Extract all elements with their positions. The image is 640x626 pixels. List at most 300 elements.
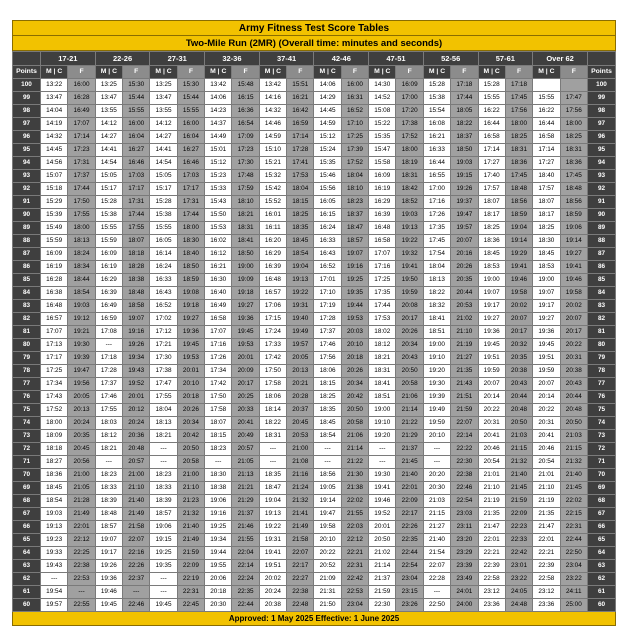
male-time-cell: 17:53: [369, 313, 396, 326]
female-time-cell: 20:26: [451, 261, 478, 274]
female-time-cell: 17:14: [287, 131, 314, 144]
female-time-cell: 18:31: [232, 222, 259, 235]
table-row: [13, 287, 616, 300]
male-time-cell: 18:23: [95, 469, 122, 482]
male-time-cell: 18:00: [41, 417, 68, 430]
male-time-cell: 19:30: [369, 469, 396, 482]
age-group-header: 47-51: [369, 52, 424, 66]
male-time-cell: 14:56: [41, 157, 68, 170]
male-time-cell: 16:33: [150, 274, 177, 287]
female-time-cell: 21:49: [287, 521, 314, 534]
points-cell: 97: [13, 118, 41, 131]
female-time-cell: 19:58: [505, 287, 532, 300]
points-cell: 61: [588, 586, 616, 599]
male-time-cell: 20:31: [533, 417, 560, 430]
female-time-cell: 19:04: [287, 261, 314, 274]
female-time-cell: 17:56: [560, 105, 587, 118]
female-time-cell: 19:22: [396, 235, 423, 248]
female-time-cell: 18:59: [560, 209, 587, 222]
male-time-cell: 17:21: [150, 339, 177, 352]
female-time-cell: 22:38: [451, 469, 478, 482]
male-time-cell: 18:47: [259, 482, 286, 495]
points-cell: 82: [13, 313, 41, 326]
points-cell: 60: [13, 599, 41, 612]
male-time-cell: 17:40: [478, 170, 505, 183]
points-cell: 76: [588, 391, 616, 404]
male-time-cell: 17:27: [533, 157, 560, 170]
male-time-cell: ---: [259, 443, 286, 456]
male-time-cell: 16:22: [533, 105, 560, 118]
age-group-header: 17-21: [41, 52, 96, 66]
points-cell: 64: [13, 547, 41, 560]
female-time-cell: 20:42: [177, 430, 204, 443]
female-time-cell: 19:07: [341, 248, 368, 261]
table-row: [13, 599, 616, 612]
table-row: [13, 118, 616, 131]
female-time-cell: 20:31: [560, 352, 587, 365]
male-time-cell: 15:55: [478, 92, 505, 105]
female-time-cell: 18:48: [123, 287, 150, 300]
points-cell: 78: [588, 365, 616, 378]
male-time-cell: 15:08: [369, 105, 396, 118]
female-time-cell: 17:30: [232, 157, 259, 170]
female-time-cell: 21:14: [396, 404, 423, 417]
male-time-cell: 20:38: [259, 599, 286, 612]
male-time-cell: 15:35: [314, 157, 341, 170]
male-time-cell: 16:19: [41, 261, 68, 274]
female-time-cell: 22:42: [505, 547, 532, 560]
score-table: [12, 51, 616, 612]
female-time-cell: 16:52: [341, 105, 368, 118]
male-time-cell: 14:12: [95, 118, 122, 131]
female-time-cell: 17:28: [287, 144, 314, 157]
male-time-cell: 23:36: [478, 599, 505, 612]
female-time-cell: 16:36: [232, 105, 259, 118]
female-time-cell: 22:35: [232, 586, 259, 599]
male-time-cell: 19:16: [205, 508, 232, 521]
female-time-cell: 18:25: [505, 131, 532, 144]
female-time-cell: 18:44: [68, 274, 95, 287]
female-time-cell: 21:00: [123, 469, 150, 482]
male-time-cell: 21:47: [478, 521, 505, 534]
points-cell: 60: [588, 599, 616, 612]
female-time-cell: 20:53: [287, 430, 314, 443]
points-cell: 72: [588, 443, 616, 456]
female-time-cell: 20:44: [451, 287, 478, 300]
female-time-cell: 23:20: [451, 534, 478, 547]
points-cell: 73: [588, 430, 616, 443]
female-time-cell: 21:00: [287, 443, 314, 456]
male-time-cell: ---: [423, 443, 450, 456]
points-cell: 74: [588, 417, 616, 430]
male-time-cell: 14:37: [205, 118, 232, 131]
female-time-cell: 21:24: [287, 482, 314, 495]
male-time-cell: 20:30: [423, 482, 450, 495]
female-time-cell: 21:06: [341, 430, 368, 443]
female-time-cell: 20:18: [177, 391, 204, 404]
female-time-cell: 20:35: [451, 274, 478, 287]
male-time-cell: ---: [314, 456, 341, 469]
table-row: [13, 261, 616, 274]
female-time-cell: 22:38: [287, 586, 314, 599]
female-time-cell: 22:09: [177, 560, 204, 573]
female-time-cell: 21:49: [177, 534, 204, 547]
female-time-cell: ---: [68, 586, 95, 599]
male-time-cell: ---: [423, 456, 450, 469]
female-time-cell: 17:10: [341, 118, 368, 131]
male-time-cell: 14:32: [259, 105, 286, 118]
female-time-cell: 20:48: [123, 443, 150, 456]
female-time-cell: 21:32: [177, 508, 204, 521]
male-time-cell: 18:38: [205, 482, 232, 495]
male-time-cell: 18:25: [478, 222, 505, 235]
female-time-cell: 17:45: [560, 170, 587, 183]
male-time-cell: 17:06: [259, 300, 286, 313]
age-group-header: 52-56: [423, 52, 478, 66]
male-time-cell: 18:18: [41, 443, 68, 456]
male-time-cell: 19:20: [369, 430, 396, 443]
female-time-cell: 16:49: [68, 105, 95, 118]
points-cell: 68: [13, 495, 41, 508]
female-time-cell: 15:55: [177, 105, 204, 118]
male-time-cell: 21:10: [533, 482, 560, 495]
female-time-cell: 17:00: [396, 92, 423, 105]
male-time-cell: 16:43: [314, 248, 341, 261]
male-time-cell: 18:23: [205, 443, 232, 456]
male-time-cell: 18:23: [150, 469, 177, 482]
female-time-cell: 20:17: [560, 326, 587, 339]
female-time-cell: 20:35: [68, 430, 95, 443]
female-time-cell: 17:18: [505, 79, 532, 92]
female-time-cell: 20:48: [505, 404, 532, 417]
points-cell: 68: [588, 495, 616, 508]
male-time-cell: 17:34: [41, 378, 68, 391]
female-time-cell: 22:02: [341, 495, 368, 508]
male-time-cell: ---: [150, 586, 177, 599]
female-column-header: F: [287, 66, 314, 79]
male-time-cell: 17:25: [41, 365, 68, 378]
male-time-cell: 15:10: [259, 144, 286, 157]
male-time-cell: 18:07: [533, 196, 560, 209]
male-time-cell: 13:42: [205, 79, 232, 92]
female-time-cell: 19:27: [177, 313, 204, 326]
male-time-cell: ---: [259, 456, 286, 469]
male-time-cell: 18:06: [259, 391, 286, 404]
male-time-cell: 16:29: [259, 248, 286, 261]
male-time-cell: 16:38: [41, 287, 68, 300]
male-time-cell: 21:15: [423, 508, 450, 521]
male-time-cell: 18:03: [95, 417, 122, 430]
male-time-cell: 17:27: [478, 157, 505, 170]
points-cell: 87: [13, 248, 41, 261]
female-time-cell: 18:31: [505, 144, 532, 157]
female-time-cell: 20:35: [505, 352, 532, 365]
female-time-cell: 19:03: [451, 157, 478, 170]
female-time-cell: 17:47: [560, 92, 587, 105]
male-time-cell: 19:22: [259, 521, 286, 534]
female-time-cell: 18:42: [396, 183, 423, 196]
female-time-cell: 22:23: [505, 521, 532, 534]
points-cell: 92: [13, 183, 41, 196]
male-time-cell: 16:24: [150, 261, 177, 274]
female-time-cell: 22:26: [123, 560, 150, 573]
female-time-cell: 16:00: [123, 118, 150, 131]
points-cell: 90: [588, 209, 616, 222]
female-time-cell: 20:07: [451, 235, 478, 248]
female-time-cell: 23:22: [560, 573, 587, 586]
male-time-cell: 17:28: [314, 313, 341, 326]
table-row: [13, 573, 616, 586]
female-time-cell: 21:15: [505, 443, 532, 456]
male-time-cell: 19:59: [533, 365, 560, 378]
female-time-cell: 16:28: [68, 92, 95, 105]
male-time-cell: 16:22: [478, 105, 505, 118]
female-time-cell: 18:54: [287, 248, 314, 261]
male-time-cell: 16:01: [259, 209, 286, 222]
male-time-cell: 16:43: [150, 287, 177, 300]
female-time-cell: 19:50: [396, 274, 423, 287]
male-time-cell: 18:12: [95, 430, 122, 443]
female-time-cell: 22:33: [505, 534, 532, 547]
female-time-cell: 21:46: [232, 521, 259, 534]
female-time-cell: 18:24: [68, 248, 95, 261]
male-time-cell: 15:28: [478, 79, 505, 92]
female-time-cell: 18:54: [68, 287, 95, 300]
male-time-cell: 18:31: [369, 365, 396, 378]
points-cell: 71: [13, 456, 41, 469]
male-time-cell: 17:57: [533, 183, 560, 196]
male-time-cell: 22:07: [423, 560, 450, 573]
female-time-cell: 21:00: [68, 469, 95, 482]
male-time-cell: 17:12: [150, 326, 177, 339]
points-cell: 79: [13, 352, 41, 365]
female-time-cell: 17:38: [396, 118, 423, 131]
male-time-cell: 16:55: [423, 170, 450, 183]
female-time-cell: 21:10: [123, 482, 150, 495]
table-row: [13, 534, 616, 547]
female-time-cell: 20:44: [505, 391, 532, 404]
female-time-cell: 18:50: [232, 248, 259, 261]
male-time-cell: 18:45: [41, 482, 68, 495]
male-time-cell: 17:42: [259, 352, 286, 365]
male-time-cell: 15:49: [41, 222, 68, 235]
female-time-cell: 21:10: [177, 482, 204, 495]
female-time-cell: 21:13: [232, 469, 259, 482]
female-time-cell: 23:29: [451, 547, 478, 560]
male-time-cell: 15:38: [95, 209, 122, 222]
male-time-cell: 16:19: [95, 261, 122, 274]
male-time-cell: 22:21: [478, 547, 505, 560]
female-time-cell: 19:13: [287, 274, 314, 287]
points-cell: 91: [588, 196, 616, 209]
female-time-cell: 23:22: [505, 573, 532, 586]
female-time-cell: 20:17: [232, 378, 259, 391]
male-time-cell: 14:23: [205, 105, 232, 118]
male-time-cell: 19:00: [478, 274, 505, 287]
female-time-cell: 22:48: [287, 599, 314, 612]
male-time-cell: 18:36: [478, 235, 505, 248]
female-time-cell: 23:04: [560, 560, 587, 573]
female-time-cell: 22:55: [68, 599, 95, 612]
female-time-cell: 20:24: [68, 417, 95, 430]
points-cell: 80: [588, 339, 616, 352]
male-time-cell: 17:43: [41, 391, 68, 404]
male-time-cell: 22:58: [478, 573, 505, 586]
male-time-cell: 14:19: [41, 118, 68, 131]
male-time-cell: 20:22: [533, 404, 560, 417]
female-time-cell: 18:50: [177, 261, 204, 274]
female-time-cell: 21:28: [68, 495, 95, 508]
points-cell: 95: [588, 144, 616, 157]
points-cell: 71: [588, 456, 616, 469]
male-time-cell: 20:41: [533, 430, 560, 443]
male-time-cell: 21:14: [369, 560, 396, 573]
points-cell: 73: [13, 430, 41, 443]
female-time-cell: 18:19: [396, 157, 423, 170]
female-time-cell: 17:17: [123, 183, 150, 196]
male-time-cell: 17:46: [95, 391, 122, 404]
female-time-cell: 22:30: [451, 456, 478, 469]
male-time-cell: 15:56: [314, 183, 341, 196]
male-time-cell: 19:06: [205, 495, 232, 508]
female-time-cell: [560, 79, 587, 92]
male-time-cell: 15:55: [150, 222, 177, 235]
age-group-header: 42-46: [314, 52, 369, 66]
female-time-cell: 21:40: [560, 469, 587, 482]
male-time-cell: 18:51: [369, 391, 396, 404]
male-time-cell: 17:56: [314, 352, 341, 365]
female-time-cell: 19:57: [451, 222, 478, 235]
female-time-cell: 19:26: [451, 183, 478, 196]
female-time-cell: 20:13: [68, 404, 95, 417]
male-time-cell: 15:21: [259, 157, 286, 170]
male-time-cell: 19:51: [259, 560, 286, 573]
male-time-cell: 18:56: [314, 469, 341, 482]
male-time-cell: 18:21: [95, 443, 122, 456]
female-time-cell: 22:26: [396, 521, 423, 534]
female-time-cell: 18:36: [505, 157, 532, 170]
female-time-cell: 16:00: [341, 79, 368, 92]
points-header: Points: [13, 66, 41, 79]
male-time-cell: 17:57: [478, 183, 505, 196]
female-time-cell: 22:35: [396, 534, 423, 547]
female-time-cell: 21:40: [505, 469, 532, 482]
points-cell: 100: [13, 79, 41, 92]
male-time-cell: 15:38: [423, 92, 450, 105]
female-time-cell: 18:10: [341, 183, 368, 196]
female-time-cell: 19:37: [451, 196, 478, 209]
female-column-header: F: [123, 66, 150, 79]
points-cell: 66: [588, 521, 616, 534]
female-time-cell: 22:46: [123, 599, 150, 612]
female-time-cell: 21:55: [341, 508, 368, 521]
female-time-cell: 22:53: [68, 573, 95, 586]
male-time-cell: 20:07: [533, 378, 560, 391]
female-time-cell: 18:07: [123, 235, 150, 248]
points-cell: 94: [588, 157, 616, 170]
female-time-cell: 20:28: [287, 391, 314, 404]
male-column-header: M | C: [41, 66, 68, 79]
male-time-cell: 15:32: [259, 170, 286, 183]
points-cell: 92: [588, 183, 616, 196]
score-table-sheet: [12, 20, 616, 626]
female-time-cell: 20:49: [232, 430, 259, 443]
female-time-cell: 15:30: [123, 79, 150, 92]
points-cell: 89: [588, 222, 616, 235]
points-cell: 79: [588, 352, 616, 365]
male-time-cell: 18:09: [41, 430, 68, 443]
male-time-cell: 22:39: [533, 560, 560, 573]
female-time-cell: 17:45: [505, 170, 532, 183]
age-group-header: 27-31: [150, 52, 205, 66]
female-time-cell: 19:36: [232, 313, 259, 326]
points-cell: 62: [13, 573, 41, 586]
points-cell: 83: [588, 300, 616, 313]
female-time-cell: 23:15: [396, 586, 423, 599]
female-time-cell: 17:37: [68, 170, 95, 183]
male-time-cell: 16:09: [41, 248, 68, 261]
female-time-cell: 20:57: [123, 456, 150, 469]
male-time-cell: 20:30: [205, 599, 232, 612]
male-time-cell: 16:44: [423, 157, 450, 170]
male-time-cell: 15:28: [95, 196, 122, 209]
female-time-cell: 20:05: [68, 391, 95, 404]
table-row: [13, 404, 616, 417]
male-time-cell: 16:21: [205, 261, 232, 274]
male-time-cell: 18:17: [478, 209, 505, 222]
female-time-cell: 22:14: [451, 430, 478, 443]
female-time-cell: 21:58: [287, 534, 314, 547]
table-row: [13, 443, 616, 456]
male-time-cell: 17:19: [314, 300, 341, 313]
female-time-cell: 20:33: [232, 404, 259, 417]
male-time-cell: 19:43: [41, 560, 68, 573]
female-time-cell: 19:46: [560, 274, 587, 287]
female-time-cell: 22:44: [232, 599, 259, 612]
male-time-cell: 15:38: [150, 209, 177, 222]
female-time-cell: 17:53: [287, 170, 314, 183]
male-time-cell: 15:29: [41, 196, 68, 209]
female-time-cell: 22:09: [505, 508, 532, 521]
female-time-cell: 22:54: [396, 560, 423, 573]
female-time-cell: 16:04: [123, 131, 150, 144]
male-time-cell: 15:24: [314, 144, 341, 157]
female-time-cell: 21:32: [505, 456, 532, 469]
male-time-cell: 17:16: [423, 196, 450, 209]
female-time-cell: 22:19: [177, 573, 204, 586]
male-time-cell: 15:07: [41, 170, 68, 183]
male-time-cell: ---: [369, 443, 396, 456]
points-cell: 84: [13, 287, 41, 300]
female-time-cell: 19:30: [68, 339, 95, 352]
female-time-cell: 19:53: [341, 313, 368, 326]
male-time-cell: 19:00: [369, 404, 396, 417]
female-time-cell: 22:07: [287, 547, 314, 560]
female-time-cell: 25:00: [560, 599, 587, 612]
male-time-cell: 15:05: [95, 170, 122, 183]
male-time-cell: 19:31: [259, 534, 286, 547]
male-time-cell: 20:06: [205, 573, 232, 586]
points-cell: 91: [13, 196, 41, 209]
female-time-cell: 20:22: [560, 339, 587, 352]
male-time-cell: 16:58: [533, 131, 560, 144]
male-time-cell: 16:11: [259, 222, 286, 235]
points-cell: 78: [13, 365, 41, 378]
female-time-cell: 17:56: [505, 105, 532, 118]
female-time-cell: 19:16: [123, 326, 150, 339]
male-time-cell: 18:45: [478, 248, 505, 261]
male-time-cell: 22:39: [478, 560, 505, 573]
